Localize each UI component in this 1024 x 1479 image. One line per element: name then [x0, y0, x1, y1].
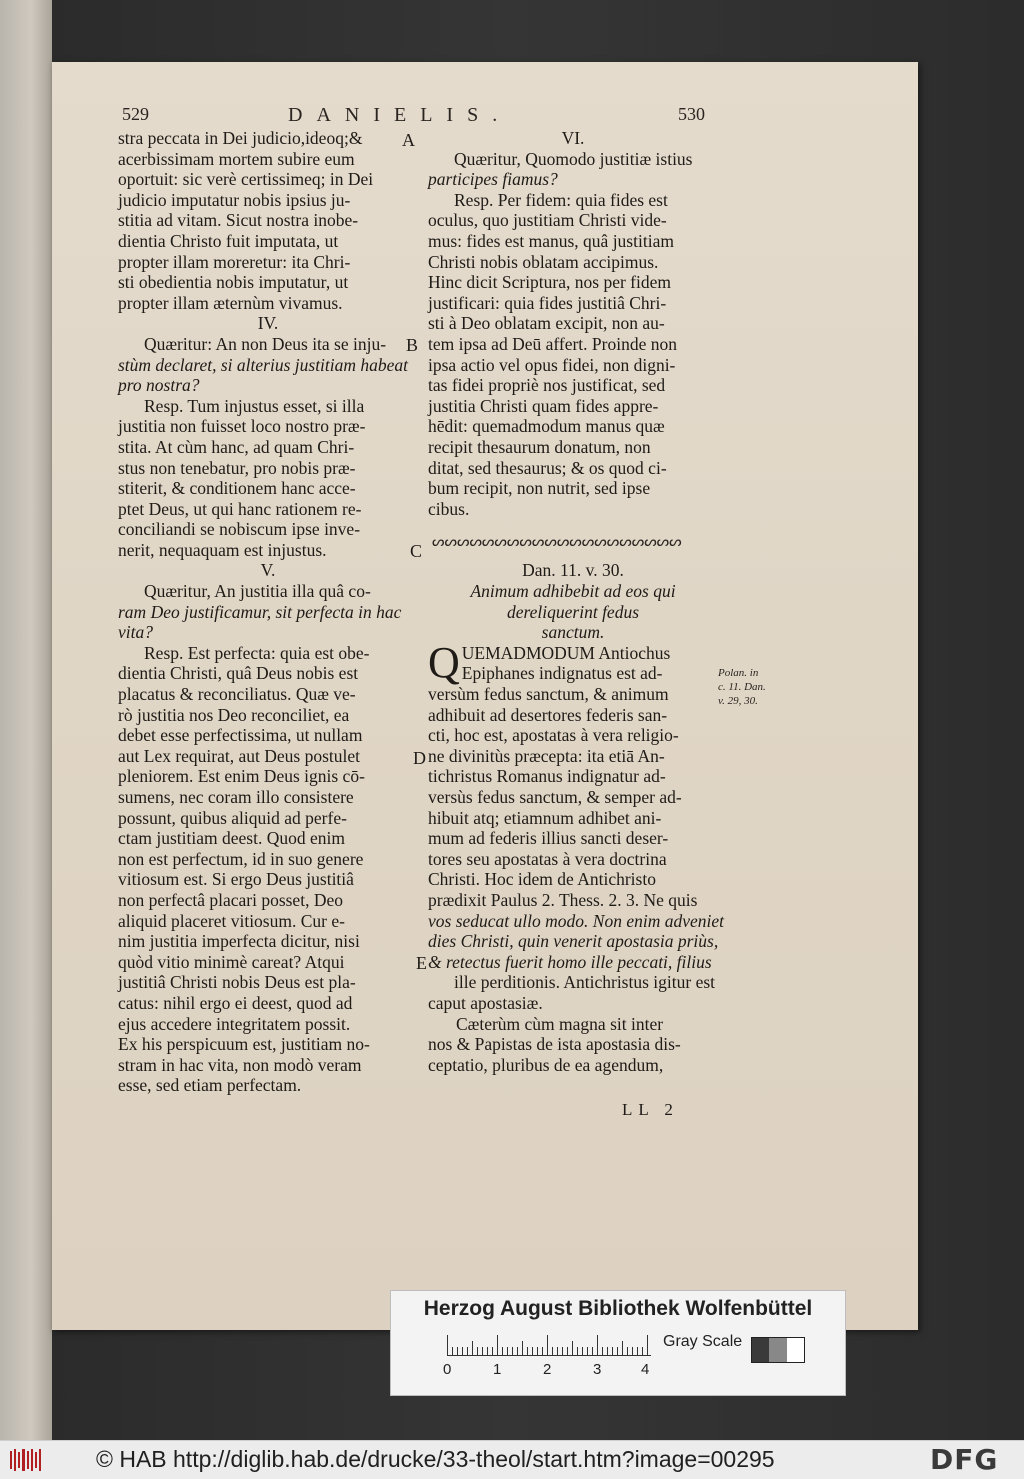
- text-line: [428, 1014, 718, 1035]
- ruler-tick: [477, 1347, 478, 1355]
- text-line: [428, 787, 718, 808]
- text-line-content: propter illam æternùm vivamus.: [118, 292, 343, 313]
- text-line-content: nos & Papistas de ista apostasia dis-: [428, 1034, 681, 1055]
- text-line-content: justificari: quia fides justitiâ Chri-: [428, 292, 667, 313]
- text-line: [118, 272, 418, 293]
- text-line: [428, 972, 718, 993]
- text-line-content: ptet Deus, ut qui hanc rationem re-: [118, 498, 362, 519]
- margin-note-line: Polan. in: [718, 667, 759, 679]
- text-line-content: catus: nihil ergo ei deest, quod ad: [118, 992, 353, 1013]
- text-line: [118, 355, 418, 376]
- text-line: [428, 581, 718, 602]
- text-line-content: tem ipsa ad Deū affert. Proinde non: [428, 333, 677, 354]
- text-line: [118, 313, 418, 334]
- source-url-link[interactable]: © HAB http://diglib.hab.de/drucke/33-theol/start.htm?image=00295: [96, 1446, 775, 1472]
- text-line-content: possunt, quibus aliquid ad perfe-: [118, 807, 347, 828]
- text-line: [428, 478, 718, 499]
- ruler-tick: [552, 1347, 553, 1355]
- ruler-tick: [487, 1347, 488, 1355]
- ruler-number: 2: [543, 1361, 552, 1378]
- text-line-content: tas fidei propriè nos justificat, sed: [428, 375, 666, 396]
- text-line-content: Resp. Per fidem: quia fides est: [454, 189, 668, 210]
- ruler-tick: [567, 1347, 568, 1355]
- ruler-tick: [612, 1347, 613, 1355]
- text-line-content: Epiphanes indignatus est ad-: [461, 663, 663, 684]
- ruler-tick: [547, 1335, 548, 1355]
- text-line-content: ille perditionis. Antichristus igitur est: [454, 972, 716, 993]
- ruler-tick: [637, 1347, 638, 1355]
- ruler-tick: [557, 1347, 558, 1355]
- text-line: [118, 849, 418, 870]
- text-line-content: cibus.: [428, 498, 470, 519]
- ruler-tick: [577, 1347, 578, 1355]
- text-line: [428, 355, 718, 376]
- text-line-content: esse, sed etiam perfectam.: [118, 1075, 302, 1096]
- gray-scale-label: Gray Scale: [663, 1333, 743, 1350]
- text-line-content: justitia non fuisset loco nostro præ-: [118, 416, 366, 437]
- ruler-tick: [647, 1335, 648, 1355]
- ruler-tick: [562, 1347, 563, 1355]
- barcode-logo-icon: [10, 1449, 42, 1471]
- text-line-content: pro nostra?: [118, 375, 200, 396]
- text-line-content: pleniorem. Est enim Deus ignis cō-: [118, 766, 365, 787]
- ruler-tick: [542, 1347, 543, 1355]
- ruler-tick: [497, 1335, 498, 1355]
- text-line-content: stra peccata in Dei judicio,ideoq;&: [118, 128, 363, 148]
- viewer-footer: [0, 1440, 1024, 1479]
- ruler-number: 1: [493, 1361, 502, 1378]
- text-line: [428, 828, 718, 849]
- drop-cap: Q: [428, 637, 460, 687]
- text-line-content: vos seducat ullo modo. Non enim adveniet: [428, 910, 724, 931]
- text-line: [428, 1055, 718, 1076]
- ruler-tick: [592, 1347, 593, 1355]
- text-line: [428, 1034, 718, 1055]
- text-line-content: ceptatio, pluribus de ea agendum,: [428, 1054, 664, 1075]
- ruler-tick: [447, 1335, 448, 1355]
- text-line-content: Quæritur, Quomodo justitiæ istius: [454, 148, 693, 169]
- text-line: [118, 787, 418, 808]
- text-line-content: Quæritur, An justitia illa quâ co-: [144, 581, 371, 602]
- margin-letter-c: C: [410, 541, 423, 561]
- text-line: [428, 602, 718, 623]
- text-line: [118, 663, 418, 684]
- text-line-content: tichristus Romanus indignatur ad-: [428, 766, 666, 787]
- text-line-content: & retectus fuerit homo ille peccati, filius: [428, 951, 712, 972]
- text-line-content: dientia Christo fuit imputata, ut: [118, 230, 339, 251]
- text-line: [428, 272, 718, 293]
- text-line: [428, 910, 724, 932]
- text-line: [118, 869, 418, 890]
- text-line-content: vita?: [118, 622, 153, 643]
- color-target-card: [390, 1290, 846, 1396]
- ruler-tick: [617, 1347, 618, 1355]
- text-line-content: Resp. Tum injustus esset, si illa: [144, 395, 365, 416]
- text-line-content: sanctum.: [541, 622, 605, 643]
- text-line: [428, 993, 718, 1014]
- text-line: [118, 746, 418, 767]
- text-line-content: Hinc dicit Scriptura, nos per fidem: [428, 272, 671, 293]
- text-line-content: participes fiamus?: [428, 169, 558, 190]
- text-line-content: VI.: [561, 128, 585, 148]
- text-line-content: oportuit: sic verè certissimeq; in Dei: [118, 169, 374, 190]
- scale-ruler: [447, 1333, 651, 1356]
- text-line-content: Christi. Hoc idem de Antichristo: [428, 869, 656, 890]
- page-number-left: 529: [122, 104, 149, 124]
- text-line: [118, 458, 418, 479]
- text-line: [118, 499, 418, 520]
- ruler-tick: [582, 1347, 583, 1355]
- text-line: [118, 169, 418, 190]
- margin-letter-a: A: [402, 130, 415, 150]
- text-line: [428, 458, 718, 479]
- text-line: [428, 190, 718, 211]
- text-line: [118, 1075, 418, 1096]
- gray-scale-swatch: [751, 1337, 805, 1363]
- text-line: [118, 725, 418, 746]
- signature-mark: LL 2: [622, 1100, 679, 1119]
- ruler-tick: [537, 1347, 538, 1355]
- text-line-content: ctam justitiam deest. Quod enim: [118, 828, 345, 849]
- text-line-content: recipit thesaurum donatum, non: [428, 436, 651, 457]
- text-line-content: Resp. Est perfecta: quia est obe-: [144, 642, 370, 663]
- text-line: [118, 190, 418, 211]
- text-line: [428, 808, 718, 829]
- text-line: [118, 293, 418, 314]
- text-line-content: dereliquerint fedus: [506, 601, 640, 622]
- text-line-content: dies Christi, quin venerit apostasia priùs,: [428, 931, 719, 952]
- text-line: [118, 808, 418, 829]
- text-line-content: Cæterùm cùm magna sit inter: [456, 1013, 664, 1034]
- text-line-content: debet esse perfectissima, ut nullam: [118, 725, 363, 746]
- text-line: [428, 931, 718, 952]
- ruler-tick: [457, 1347, 458, 1355]
- text-line: [428, 766, 718, 787]
- text-line: [118, 540, 418, 561]
- margin-note-line: c. 11. Dan.: [718, 681, 766, 693]
- text-line: [428, 746, 718, 767]
- running-head: [118, 104, 718, 130]
- previous-page-edge: [0, 0, 52, 1440]
- ruler-tick: [532, 1347, 533, 1355]
- ruler-tick: [522, 1341, 523, 1355]
- ruler-tick: [467, 1347, 468, 1355]
- text-line: [118, 602, 418, 623]
- text-line-content: ipsa actio vel opus fidei, non digni-: [428, 354, 676, 375]
- margin-note-line: v. 29, 30.: [718, 695, 758, 707]
- ruler-tick: [492, 1347, 493, 1355]
- ruler-number: 0: [443, 1361, 452, 1378]
- text-line: [428, 705, 718, 726]
- text-line: [428, 334, 718, 355]
- text-line-content: aut Lex requirat, aut Deus postulet: [118, 745, 361, 766]
- text-line-content: quòd vitio minimè careat? Atqui: [118, 951, 345, 972]
- text-line: [118, 890, 418, 911]
- text-line-content: sti obedientia nobis imputatur, ut: [118, 272, 349, 293]
- margin-note: [718, 666, 788, 708]
- text-line: [428, 231, 718, 252]
- text-line-content: Quæritur: An non Deus ita se inju-: [144, 333, 387, 354]
- text-line-content: sti à Deo oblatam excipit, non au-: [428, 313, 665, 334]
- text-line-content: oculus, quo justitiam Christi vide-: [428, 210, 667, 231]
- margin-letter-b: B: [406, 335, 419, 355]
- text-line-content: ditat, sed thesaurus; & os quod ci-: [428, 457, 667, 478]
- text-line-content: justitia Christi quam fides appre-: [428, 395, 659, 416]
- text-line-content: hēdit: quemadmodum manus quæ: [428, 416, 665, 437]
- text-line: [428, 869, 718, 890]
- text-line: [118, 437, 418, 458]
- text-line-content: Ex his perspicuum est, justitiam no-: [118, 1034, 370, 1055]
- text-line-content: UEMADMODUM Antiochus: [461, 642, 671, 663]
- text-line: [428, 293, 718, 314]
- text-line: [118, 478, 418, 499]
- text-line-content: mum ad federis illius sancti deser-: [428, 828, 669, 849]
- ruler-tick: [642, 1347, 643, 1355]
- text-line: [428, 437, 718, 458]
- ruler-tick: [627, 1347, 628, 1355]
- text-line-content: versùs fedus sanctum, & semper ad-: [428, 787, 682, 807]
- text-line: [428, 252, 718, 273]
- text-line-content: conciliandi se nobiscum ipse inve-: [118, 519, 361, 540]
- ruler-tick: [512, 1347, 513, 1355]
- text-line: [428, 210, 718, 231]
- ruler-tick: [502, 1347, 503, 1355]
- text-line-content: bum recipit, non nutrit, sed ipse: [428, 478, 651, 499]
- text-line-content: propter illam moreretur: ita Chri-: [118, 251, 351, 272]
- ornament-rule: ᔕᔕᔕᔕᔕᔕᔕᔕᔕᔕᔕᔕᔕᔕᔕᔕᔕᔕᔕᔕ: [432, 534, 682, 550]
- text-line: [428, 128, 718, 149]
- ruler-tick: [517, 1347, 518, 1355]
- text-line: [118, 952, 418, 973]
- text-line: [118, 931, 418, 952]
- ruler-tick: [462, 1347, 463, 1355]
- text-line: [428, 169, 718, 190]
- text-line-content: stitia ad vitam. Sicut nostra inobe-: [118, 210, 359, 231]
- text-line-content: V.: [260, 560, 276, 581]
- text-line: [428, 663, 718, 684]
- text-line-content: judicio imputatur nobis ipsius ju-: [118, 189, 351, 210]
- ruler-tick: [527, 1347, 528, 1355]
- text-line: [118, 622, 418, 643]
- text-line-content: cti, hoc est, apostatas à vera religio-: [428, 725, 679, 746]
- text-line: [118, 1055, 418, 1076]
- text-line-content: Dan. 11. v. 30.: [522, 560, 624, 581]
- text-line: [118, 684, 418, 705]
- text-line: [428, 375, 718, 396]
- text-line: [118, 252, 418, 273]
- text-line: [118, 560, 418, 581]
- ruler-tick: [602, 1347, 603, 1355]
- text-line: [428, 684, 718, 705]
- ruler-tick: [622, 1341, 623, 1355]
- text-line-content: stus non tenebatur, pro nobis præ-: [118, 457, 356, 478]
- text-line: [428, 313, 718, 334]
- ruler-tick: [572, 1341, 573, 1355]
- text-line: [428, 622, 718, 643]
- text-line-content: prædixit Paulus 2. Thess. 2. 3. Ne quis: [428, 889, 698, 910]
- text-line-content: justitiâ Christi nobis Deus est pla-: [118, 972, 356, 993]
- left-text-column: [118, 128, 418, 1096]
- text-line-content: adhibuit ad desertores federis san-: [428, 704, 668, 725]
- text-line: [118, 396, 418, 417]
- text-line: [118, 705, 418, 726]
- text-line-content: caput apostasiæ.: [428, 992, 543, 1013]
- text-line: [428, 725, 718, 746]
- text-line: [118, 972, 418, 993]
- text-line-content: stram in hac vita, non modò veram: [118, 1054, 362, 1075]
- text-line-content: tores seu apostatas à vera doctrina: [428, 848, 667, 869]
- text-line-content: ejus accedere integritatem possit.: [118, 1013, 351, 1034]
- text-line: [118, 231, 418, 252]
- text-line-content: Christi nobis oblatam accipimus.: [428, 251, 659, 272]
- ruler-tick: [507, 1347, 508, 1355]
- ruler-tick: [597, 1335, 598, 1355]
- text-line: [118, 128, 418, 149]
- text-line: [118, 210, 418, 231]
- page-number-right: 530: [678, 104, 705, 124]
- text-line: [118, 334, 418, 355]
- text-line: [118, 828, 418, 849]
- library-name: Herzog August Bibliothek Wolfenbüttel: [423, 1297, 813, 1320]
- ruler-tick: [452, 1347, 453, 1355]
- text-line: [118, 149, 418, 170]
- margin-letter-e: E: [416, 953, 427, 973]
- ruler-tick: [632, 1347, 633, 1355]
- text-line-content: hibuit atq; etiamnum adhibet ani-: [428, 807, 662, 828]
- text-line-content: nerit, nequaquam est injustus.: [118, 539, 327, 560]
- text-line-content: vitiosum est. Si ergo Deus justitiâ: [118, 869, 354, 890]
- ruler-tick: [587, 1347, 588, 1355]
- dfg-logo: DFG: [930, 1443, 999, 1476]
- text-line: [428, 890, 718, 911]
- text-line: [118, 1034, 418, 1055]
- text-line: [118, 519, 418, 540]
- text-line: [118, 766, 418, 787]
- text-line-content: non perfectâ placari posset, Deo: [118, 889, 343, 910]
- text-line: [118, 643, 418, 664]
- ruler-tick: [472, 1341, 473, 1355]
- text-line: [118, 993, 418, 1014]
- text-line-content: mus: fides est manus, quâ justitiam: [428, 230, 674, 251]
- text-line: [428, 149, 718, 170]
- text-line: [428, 416, 718, 437]
- text-line-content: non est perfectum, id in suo genere: [118, 848, 364, 869]
- text-line: [428, 396, 718, 417]
- text-line: [118, 581, 418, 602]
- right-text-column: [428, 128, 724, 1075]
- text-line: [118, 1014, 418, 1035]
- text-line-content: stiterit, & conditionem hanc acce-: [118, 478, 356, 499]
- text-line: [428, 560, 718, 581]
- text-line-content: dientia Christi, quâ Deus nobis est: [118, 663, 359, 684]
- ruler-number: 4: [641, 1361, 650, 1378]
- text-line-content: stùm declaret, si alterius justitiam habeat: [118, 354, 409, 375]
- text-line-content: versùm fedus sanctum, & animum: [428, 684, 669, 705]
- text-line-content: rò justitia nos Deo reconciliet, ea: [118, 704, 350, 725]
- text-line-content: ne divinitùs præcepta: ita etiā An-: [428, 745, 665, 766]
- text-line: [118, 911, 418, 932]
- text-line-content: aliquid placeret vitiosum. Cur e-: [118, 910, 345, 931]
- margin-letter-d: D: [413, 748, 426, 768]
- text-line: [428, 849, 718, 870]
- text-line-content: ram Deo justificamur, sit perfecta in hac: [118, 601, 402, 622]
- text-line: [428, 952, 718, 973]
- ruler-number: 3: [593, 1361, 602, 1378]
- text-line: [118, 416, 418, 437]
- running-title: DANIELIS.: [288, 104, 512, 126]
- text-line-content: stita. At cùm hanc, ad quam Chri-: [118, 436, 355, 457]
- text-line-content: IV.: [257, 313, 279, 334]
- ruler-tick: [482, 1347, 483, 1355]
- ruler-tick: [607, 1347, 608, 1355]
- text-line-content: nim justitia imperfecta dicitur, nisi: [118, 931, 360, 952]
- text-line-content: sumens, nec coram illo consistere: [118, 787, 354, 807]
- text-line-content: acerbissimam mortem subire eum: [118, 148, 355, 169]
- text-line: [428, 499, 718, 520]
- text-line-content: placatus & reconciliatus. Quæ ve-: [118, 684, 356, 705]
- text-line: [118, 375, 418, 396]
- text-line-content: Animum adhibebit ad eos qui: [470, 581, 676, 602]
